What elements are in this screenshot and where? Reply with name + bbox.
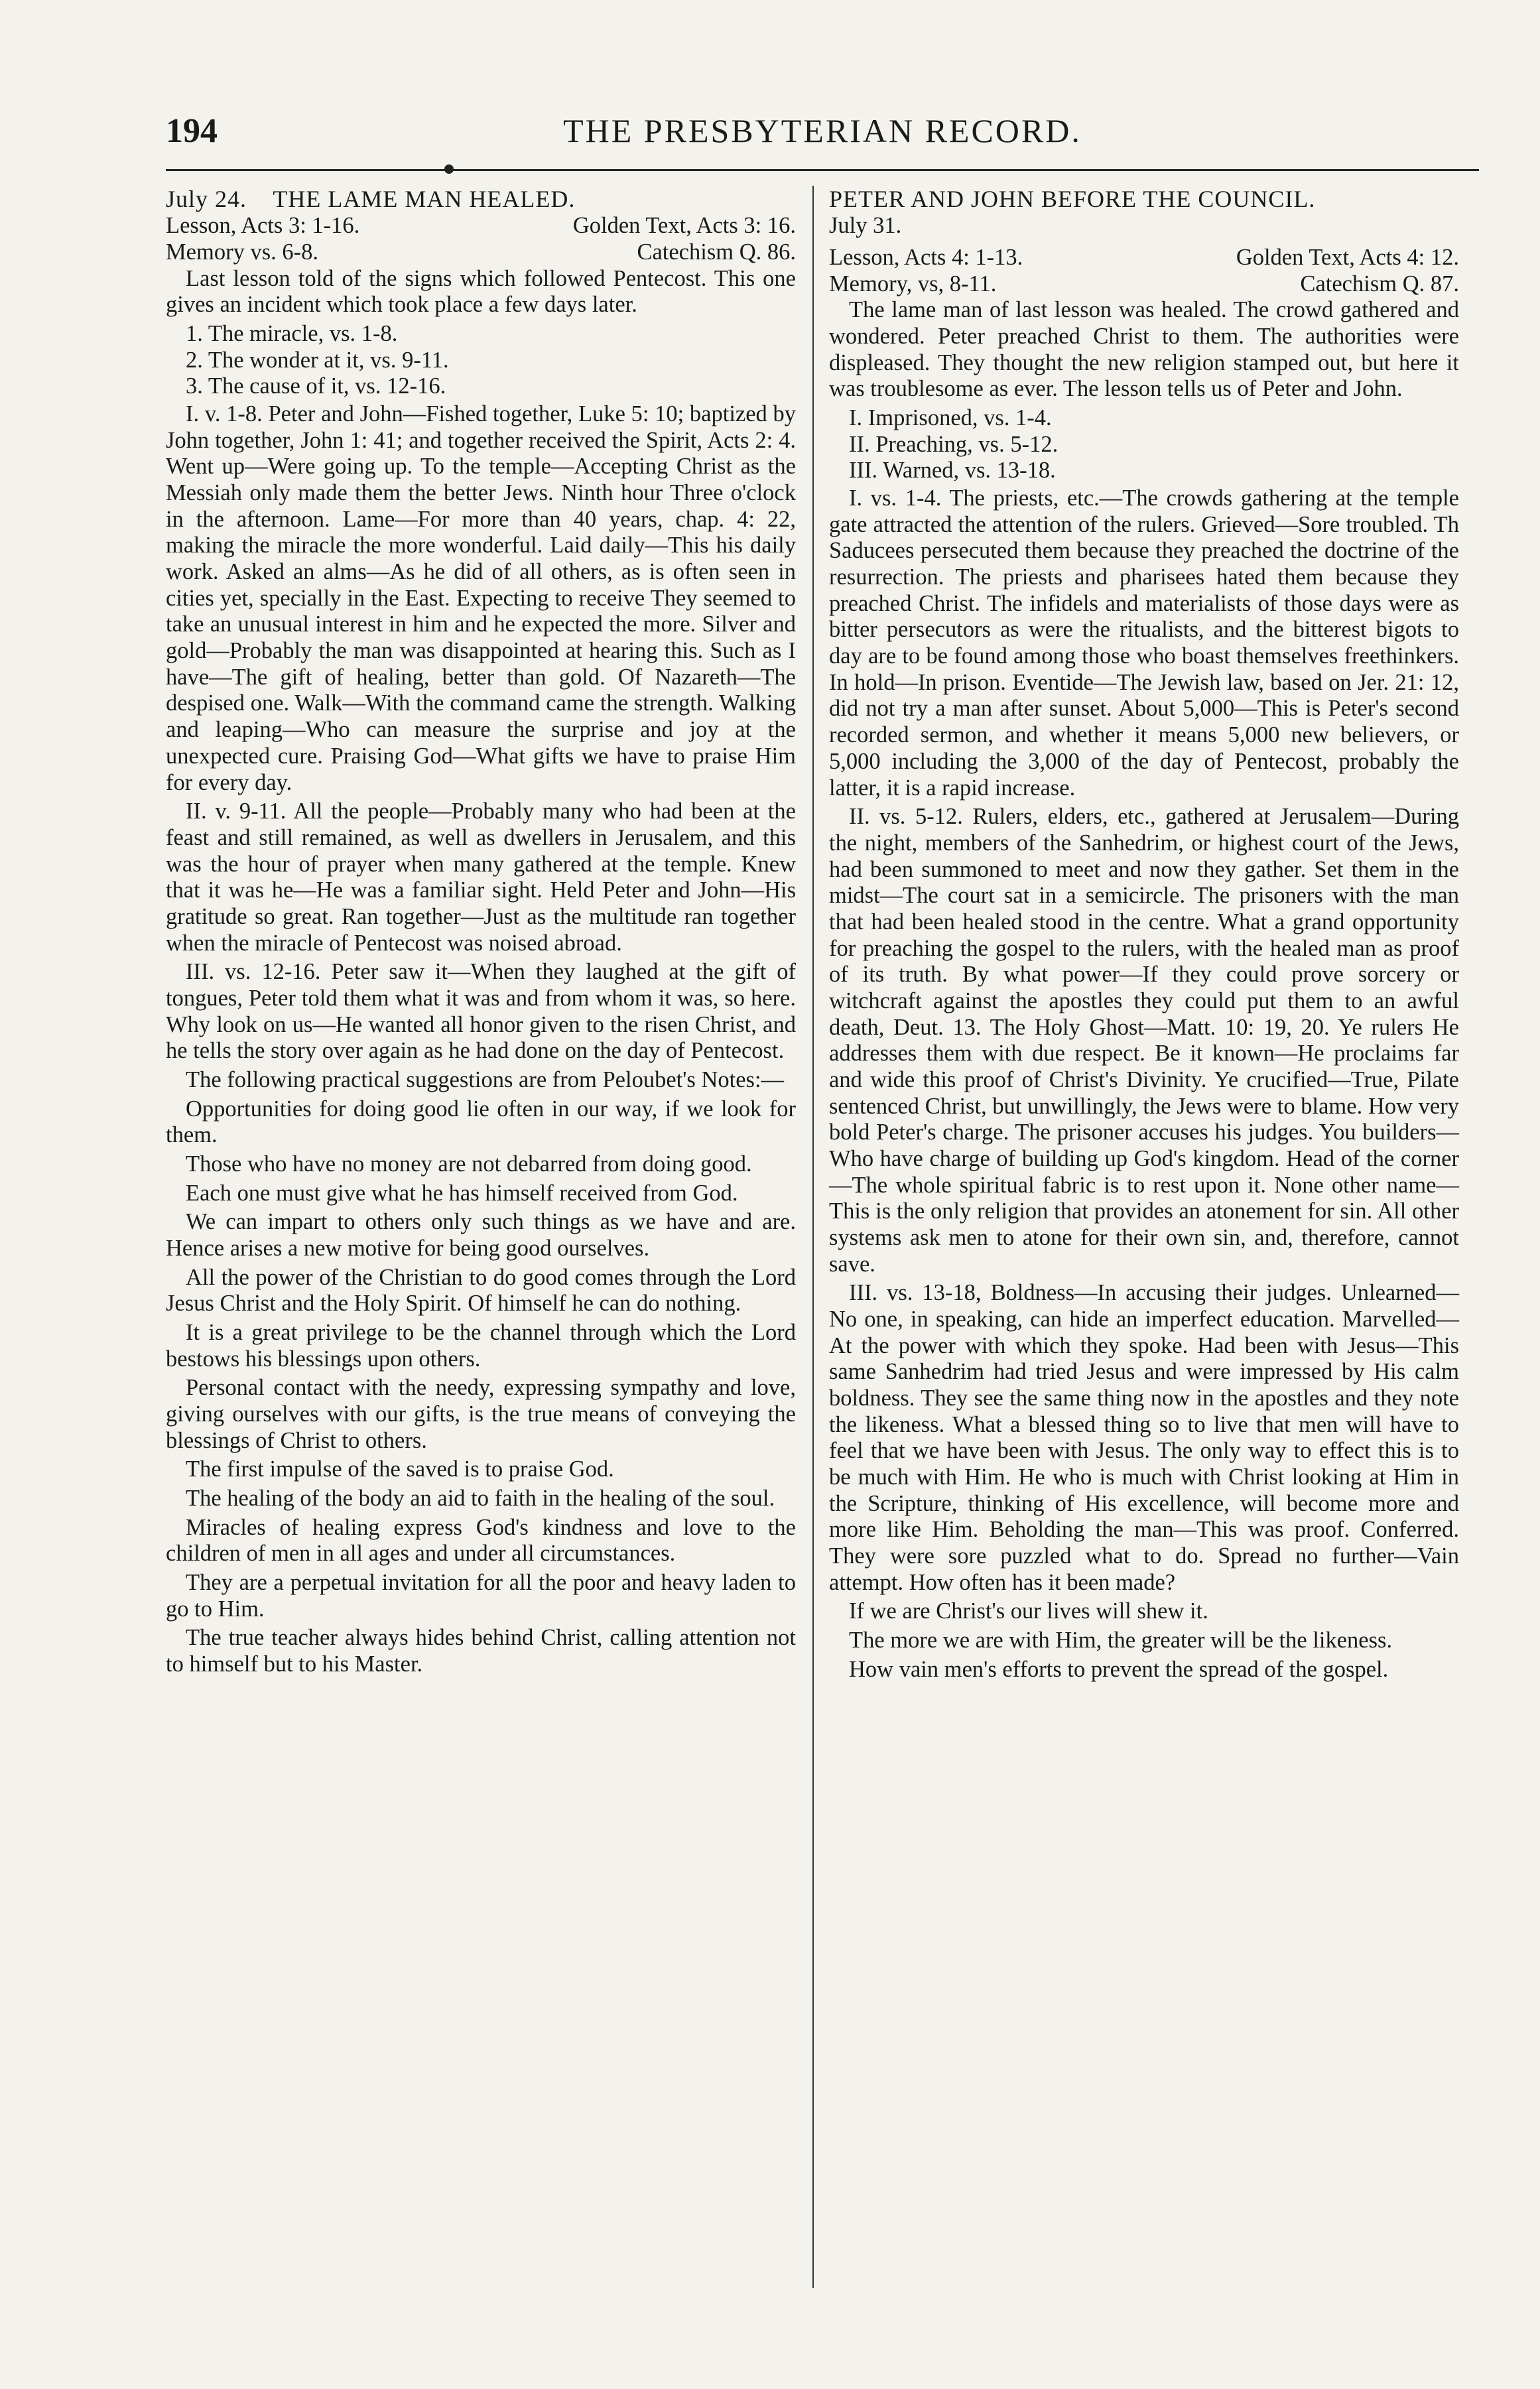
lesson-date: July 24.: [166, 186, 247, 212]
lesson-reference: [166, 213, 796, 239]
memory-reference: [166, 239, 796, 266]
intro-paragraph: Last lesson told of the signs which followed Pentecost. This one gives an incident which took place a few days later.: [166, 265, 796, 318]
left-column: [166, 186, 796, 1681]
page-header: [166, 99, 1479, 166]
lesson-outline: [849, 405, 1459, 484]
intro-paragraph: The lame man of last lesson was healed. The crowd gathered and wondered. Peter preached Christ to them. The authorities were displeased. They thought the new religion stamped out, but here it was troublesome as ever. The lesson tells us of Peter and John.: [829, 297, 1459, 402]
suggestion-item: Opportunities for doing good lie often in our way, if we look for them.: [166, 1096, 796, 1148]
outline-item: 2. The wonder at it, vs. 9-11.: [186, 347, 449, 373]
suggestions-intro: The following practical suggestions are from Peloubet's Notes:—: [186, 1066, 785, 1092]
suggestion-item: The first impulse of the saved is to praise God.: [186, 1456, 614, 1482]
suggestion-item: Those who have no money are not debarred from doing good.: [186, 1151, 752, 1177]
suggestion-item: The healing of the body an aid to faith in the healing of the soul.: [186, 1485, 775, 1511]
suggestion-item: They are a perpetual invitation for all the poor and heavy laden to go to Him.: [166, 1569, 796, 1622]
closing-item: If we are Christ's our lives will shew it.: [849, 1598, 1208, 1624]
commentary-part-2: II. vs. 5-12. Rulers, elders, etc., gathered at Jerusalem—During the night, members of the Sanhedrim, or highest court of the Jews, had been summoned to meet and now they gather. Set them in the midst—The court sat in a semicircle. The prisoners with the man that had been healed stood in the centre. What a grand opportunity for preaching the gospel to the rulers, with the healed man as proof of its truth. By what power—If they could prove sorcery or witchcraft against the apostles they could put them to an awful death, Deut. 13. The Holy Ghost—Matt. 10: 19, 20. Ye rulers He addresses them with due respect. Be it known—He proclaims far and wide this proof of Christ's Divinity. Ye crucified—True, Pilate sentenced Christ, but unwillingly, the Jews were to blame. How very bold Peter's charge. The prisoner accuses his judges. You builders—Who have charge of building up God's kingdom. Head of the corner—The whole spiritual fabric is to rest upon it. None other name—This is the only religion that provides an atonement for sin. All other systems ask men to atone for their own sin, and, therefore, cannot save.: [829, 804, 1459, 1277]
commentary-part-2: II. v. 9-11. All the people—Probably many who had been at the feast and still remained, as well as dwellers in Jerusalem, and this was the hour of prayer when many gathered at the temple. Knew that it was he—He was a familiar sight. Held Peter and John—His gratitude so great. Ran together—Just as the multitude ran together when the miracle of Pentecost was noised abroad.: [166, 799, 796, 956]
suggestion-item: We can impart to others only such things as we have and are. Hence arises a new motive for being good ourselves.: [166, 1209, 796, 1261]
header-rule: [166, 169, 1479, 171]
golden-text: Golden Text, Acts 3: 16.: [572, 213, 796, 239]
golden-text: Golden Text, Acts 4: 12.: [1236, 245, 1459, 271]
page-number: 194: [166, 112, 218, 150]
suggestion-item: All the power of the Christian to do good comes through the Lord Jesus Christ and the Holy Spirit. Of himself he can do nothing.: [166, 1264, 796, 1317]
commentary-part-1: I. v. 1-8. Peter and John—Fished together, Luke 5: 10; baptized by John together, John 1: 41; and together received the Spirit, Acts 2: 4. Went up—Were going up. To the temple—Accepting Christ as the Messiah only made them the better Jews. Ninth hour Three o'clock in the afternoon. Lame—For more than 40 years, chap. 4: 22, making the miracle the more wonderful. Laid daily—This his daily work. Asked an alms—As he did of all others, as is often seen in cities yet, specially in the East. Expecting to receive They seemed to take an unusual interest in him and he expected the more. Silver and gold—Probably the man was disappointed at hearing this. Such as I have—The gift of healing, better than gold. Of Nazareth—The despised one. Walk—With the command came the strength. Walking and leaping—Who can measure the surprise and joy at the unexpected cure. Praising God—What gifts we have to praise Him for every day.: [166, 401, 796, 795]
memory-verses: Memory vs. 6-8.: [166, 239, 318, 265]
column-divider: [812, 186, 814, 2288]
lesson-heading: [166, 186, 796, 213]
outline-item: I. Imprisoned, vs. 1-4.: [849, 405, 1052, 431]
running-title: THE PRESBYTERIAN RECORD.: [563, 112, 1082, 149]
outline-item: II. Preaching, vs. 5-12.: [849, 431, 1059, 457]
closing-item: The more we are with Him, the greater will be the likeness.: [849, 1628, 1393, 1653]
catechism: Catechism Q. 87.: [1300, 271, 1459, 296]
memory-verses: Memory, vs, 8-11.: [829, 271, 997, 296]
lesson-text: Lesson, Acts 3: 1-16.: [166, 213, 360, 239]
suggestion-item: It is a great privilege to be the channel through which the Lord bestows his blessings upon others.: [166, 1319, 796, 1372]
catechism: Catechism Q. 86.: [637, 239, 796, 265]
lesson-outline: [186, 321, 796, 400]
commentary-part-3: III. vs. 12-16. Peter saw it—When they laughed at the gift of tongues, Peter told them what it was and from whom it was, so here. Why look on us—He wanted all honor given to the risen Christ, and he tells the story over again as he had done on the day of Pentecost.: [166, 959, 796, 1064]
commentary-part-3: III. vs. 13-18, Boldness—In accusing their judges. Unlearned—No one, in speaking, can hide an imperfect education. Marvelled—At the power with which they spoke. Had been with Jesus—This same Sanhedrim had tried Jesus and were impressed by His calm boldness. They see the same thing now in the apostles and they note the likeness. What a blessed thing so to live that men will have to feel that we have been with Jesus. The only way to effect this is to be much with Him. He who is much with Christ looking at Him in the Scripture, thinking of His excellence, will become more and more like Him. Beholding the man—This was proof. Conferred. They were sore puzzled what to do. Spread no further—Vain attempt. How often has it been made?: [829, 1280, 1459, 1595]
commentary-part-1: I. vs. 1-4. The priests, etc.—The crowds gathering at the temple gate attracted the attention of the rulers. Grieved—Sore troubled. Th Saducees persecuted them because they preached the doctrine of the resurrection. The priests and pharisees hated them because they preached Christ. The infidels and materialists of those days were as bitter persecutors as were the ritualists, and the bitterest bigots to day are to be found among those who boast themselves freethinkers. In hold—In prison. Eventide—The Jewish law, based on Jer. 21: 12, did not try a man after sunset. About 5,000—This is Peter's second recorded sermon, and whether it means 5,000 new believers, or 5,000 including the 3,000 of the day of Pentecost, probably the latter, it is a rapid increase.: [829, 485, 1459, 801]
columns: [166, 186, 1479, 2315]
suggestion-item: The true teacher always hides behind Christ, calling attention not to himself but to his Master.: [166, 1625, 796, 1677]
lesson-title: PETER AND JOHN BEFORE THE COUNCIL.: [829, 186, 1316, 212]
suggestion-item: Each one must give what he has himself received from God.: [186, 1180, 738, 1206]
rule-ornament: [444, 164, 454, 174]
memory-reference: [829, 271, 1459, 298]
suggestion-item: Personal contact with the needy, expressing sympathy and love, giving ourselves with our gifts, is the true means of conveying the blessings of Christ to others.: [166, 1375, 796, 1453]
lesson-text: Lesson, Acts 4: 1-13.: [829, 245, 1023, 271]
outline-item: 3. The cause of it, vs. 12-16.: [186, 373, 446, 399]
lesson-title: THE LAME MAN HEALED.: [273, 186, 576, 212]
closing-item: How vain men's efforts to prevent the spread of the gospel.: [849, 1656, 1389, 1682]
suggestion-item: Miracles of healing express God's kindness and love to the children of men in all ages and under all circumstances.: [166, 1514, 796, 1567]
right-column: [829, 186, 1459, 1685]
lesson-date: July 31.: [829, 213, 902, 239]
outline-item: III. Warned, vs. 13-18.: [849, 458, 1056, 484]
lesson-reference: [829, 245, 1459, 271]
outline-item: 1. The miracle, vs. 1-8.: [186, 321, 398, 347]
page: [166, 99, 1479, 2315]
